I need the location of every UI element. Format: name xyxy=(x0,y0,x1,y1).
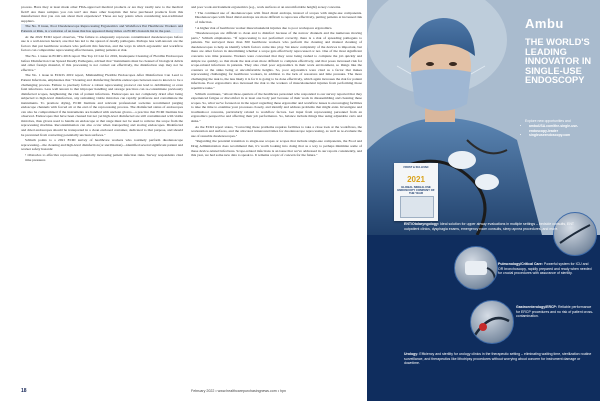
publication-line: February 2022 • www.healthcarepurchasingnews.com • hpn xyxy=(191,389,287,393)
article-bullet: • Obstacles to effective reprocessing, potentially increasing patient infection risks. Survey respondents cited time pressures xyxy=(25,153,183,162)
award-issuer: FROST & SULLIVAN xyxy=(403,166,429,169)
award-badge xyxy=(394,163,438,221)
article-bullet: • A higher risk of healthcare worker musculoskeletal injuries due to poor workspace ergonomics. xyxy=(195,25,333,30)
article-paragraph: "Duodenoscopes are difficult to clean and to disinfect because of the narrow channels and the numerous moving parts," Schluth emphasizes. "If reprocessing is not performed correctly, there is a risk of spreading pathogens to patients. We surveyed more than 300 healthcare workers who perform the cleaning and manual cleaning of duodenoscopes to help us identify which factors come into play. We know complexity of the devices is important, but there are other factors in determining whether a scope gets effectively reprocessed or not. One of the most significant concerns was time pressure. Workers were concerned that they were being rushed to complete the job quickly and simple too quickly, so that made the task even more difficult to complete effectively, and that poses increased risk for scope-related infections in patients. They also cited poor ergonomics in their work environment, so things like the counters or the sinks being at uncomfortable heights. So, poor ergonomics were cited as a factor that makes reprocessing challenging for healthcare workers, in addition to the lack of resources and time pressure. The more challenging the task is, the less likely it is for it is going to be done effectively, which again increases the risk for patient infections. Poor ergonomics also increased the risk to the workers of musculoskeletal injuries from performing those repetitive tasks." xyxy=(191,31,362,90)
article-bullet: • The continued use of duodenoscopes with fixed distal endcaps, instead of scopes with single-use components. Duodenoscopes with fixed distal endcaps are more difficult to reprocess effectively, putting patients at increased risk of infection. xyxy=(195,10,362,24)
ad-link[interactable]: • ambuUSA.com/the-single-use-endoscopy-leader xyxy=(529,124,597,133)
feature-gastro-text xyxy=(516,305,596,319)
award-year: 2021 xyxy=(407,175,425,184)
feature-title: Urology: xyxy=(404,352,419,356)
ad-headline: THE WORLD'S LEADING INNOVATOR IN SINGLE-USE ENDOSCOPY xyxy=(525,37,592,86)
article-paragraph: The No. 1 issue in ECRI's 2016 report The Top 10 List for 2016, Inadequate Cleaning of Flexible Endoscopes before Disinfection Can Spread Deadly Pathogens, advised that "instruments must be cleaned of biological debris and other foreign material, if this processing is not carried out effectively, the disinfection step may not be effective." xyxy=(21,54,183,72)
feature-text: Ideal solution for upper airway evaluations in multiple settings – bedside consults, ENT outpatient clinics, dysphagia exams, emergency room consults, sleep apnea procedures, and more. xyxy=(404,222,574,231)
article-paragraph: At the 2022 ECRI report observes, "The failure to adequately reprocess contaminated duodenoscopes before use is a well-known hazard, one that has led to the spread of deadly pathogens. Perhaps less well-known are the factors that put healthcare workers who perform this function, and the ways in which ergonomic and workflow factors can compromise reprocessing effectiveness, putting patients at risk. xyxy=(21,34,183,53)
feature-title: Pulmonology/Critical Care: xyxy=(498,262,543,266)
feature-pulmonology-text xyxy=(498,262,594,276)
feature-text: Powerful system for ICU and OR bronchoscopy, rapidly prepared and ready when needed for crucial procedures with assurance of sterility. xyxy=(498,262,592,275)
article-paragraph: The No. 8 issue, Poor Duodenoscope Reprocessing Ergonomics and Workflows Put Healthcare Workers and Patients at Risk, is a variation of an issue that has appeared many times on ECRI's hazards list in the past. xyxy=(21,24,183,33)
feature-text: Efficiency and sterility for urology clinics in the therapeutic setting – eliminating waiting time, sterilization routine surveillance, and therapeutics like lithotripsy procedures without worrying about concern for instrument damage or downtime. xyxy=(404,352,592,365)
feature-text: Reliable performance for ERCP procedures and no risk of patient cross-contamination. xyxy=(516,305,594,318)
feature-title: ENT/Otolaryngology: xyxy=(404,222,439,226)
ambu-logo: Ambu xyxy=(525,16,564,31)
article-paragraph: Schluth points to a 2021 ECRI survey of healthcare workers who routinely perform duodenoscope reprocessing—the cleaning and high-level disinfection (or sterilization)—identified several significant patient and worker safety hazards: xyxy=(21,138,183,152)
ad-explore-links xyxy=(525,119,597,138)
article-column-2 xyxy=(191,5,362,159)
award-seal xyxy=(400,196,434,218)
article-paragraph: Schluth continues, "About three-quarters of the healthcare personnel who responded to our survey reported that they experienced fatigue or discomfort in at least one body part because of their work in disassembling and cleaning these scopes. So, what we've focused on in the report regarding these ergonomic and workflow issues is encouraging facilities to take the time to examine your processes closely, and identify and address problems that might exist. Investigate and troubleshoot concerns, particularly related to workflow factors. Get input from reprocessing personnel from an ergonomics perspective and affecting their job performance. So, balance include things like using adjustable carts and sinks." xyxy=(191,91,362,123)
ent-device-image xyxy=(553,212,597,256)
pulmonology-device-image xyxy=(454,246,498,290)
gastro-device-image xyxy=(470,300,514,344)
feature-title: Gastroenterology/ERCP: xyxy=(516,305,558,309)
article-paragraph: and poor work environment ergonomics (e.g., work surfaces at an uncomfortable height) as key concerns. xyxy=(191,5,342,9)
award-title: GLOBAL SINGLE-USE ENDOSCOPY COMPANY OF THE YEAR xyxy=(397,185,435,196)
article-paragraph: "Regarding the potential transition to single-use scopes or scopes that include single-use components, the Food and Drug Administration does recommend that, it's worth looking into doing that as a way to perhaps minimize some of these device-related infections. Scope-related infections is an issue that we've addressed in our reports consistently, and this year, we had some new data to speak to. It remains a topic of concern for the future." xyxy=(191,139,362,158)
feature-urology-text xyxy=(404,352,594,366)
explore-intro: Explore new opportunities and xyxy=(525,119,571,123)
page-number: 18 xyxy=(21,388,27,394)
article-column-1 xyxy=(21,5,183,163)
ad-link[interactable]: • singleuseendoscopy.com xyxy=(529,133,597,137)
article-paragraph: As the ECRI report states, "Correcting these problems requires facilities to take a close look at the workflows, the workstation and surfaces, and the allocated turnaround times for duodenoscope reprocessing, as well as re-evaluate the use of reusable duodenoscopes." xyxy=(191,124,362,138)
article-paragraph: The No. 1 issue in ECRI's 2019 report, Mishandling Flexible Endoscopes After Disinfection Can Lead to Patient Infections, emphasizes that "Cleaning and disinfecting flexible endoscopes between uses is known to be a challenging process. Failure to precisely follow a robust reprocessing protocol can lead to debilitating or even fatal infections. Less well known is that improper handling and storage practices can re-contaminate previously disinfected scopes, heightening the risk of patient infections. Endoscopes are not completely dried after being subjected to high-level disinfection, any remaining viable microbes can rapidly proliferate and contaminate the instruments. To promote drying, ECRI Institute and relevant professional societies recommend purging endoscope channels with forced air at the end of the reprocessing process. The disinfected status of endoscopes can also be compromised if the instruments are handled with unclean gloves—a practice that ECRI Institute has observed. Endoscopes that have been cleaned but not yet high-level disinfected are still contaminated with viable microbes, thus gloves used to handle an endoscope at that stage must not be used to remove the scope from the reprocessing machine. Recontamination can also occur when transporting and storing endoscopes. Disinfected and dried endoscopes should be transported in a clean enclosed container, dedicated to that purpose, and should be prevented from contacting potentially unclean surfaces." xyxy=(21,73,183,137)
article-paragraph: process. Have they at least made other FDA-approved medical products or are they totally new to the medical field? Are there samples you can test? Are there other hospitals that have purchased products from this manufacturer that you can ask about their experience? Those are key points when considering non-traditional suppliers. xyxy=(21,5,183,23)
feature-ent-text xyxy=(404,222,584,231)
